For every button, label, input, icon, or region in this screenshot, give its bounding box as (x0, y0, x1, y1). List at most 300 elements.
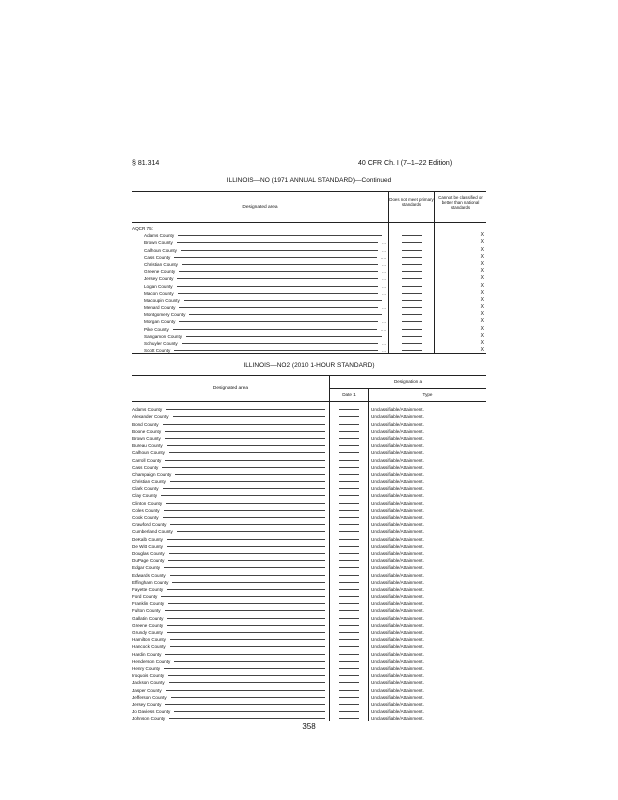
table1-does-not-meet-cell (389, 253, 434, 260)
blank-line (402, 235, 422, 236)
county-name: Greene County (144, 269, 176, 275)
table1-group-label: AQCR 75: (132, 226, 153, 231)
table2-type-cell: Unclassifiable/Attainment. (371, 522, 424, 528)
dot-leader (182, 343, 378, 344)
county-name: Coles County (132, 507, 160, 513)
table2-row (132, 685, 329, 692)
table2-type-cell: Unclassifiable/Attainment. (371, 457, 424, 463)
county-name: Franklin County (132, 601, 165, 607)
dot-leader (175, 474, 325, 475)
county-name: Greene County (132, 622, 164, 628)
dot-leader (165, 438, 325, 439)
dot-leader (161, 596, 325, 597)
county-name: Bureau County (132, 443, 163, 449)
county-name: Morgan County (144, 319, 176, 325)
dot-leader (178, 293, 379, 294)
row-dash: .... (380, 326, 386, 332)
blank-line (339, 661, 359, 662)
table2-date-cell (330, 534, 368, 541)
table2-type-cell: Unclassifiable/Attainment. (371, 414, 424, 420)
table2-type-cell: Unclassifiable/Attainment. (371, 464, 424, 470)
county-name: Cook County (132, 515, 159, 520)
blank-line (339, 704, 359, 705)
table2-row (132, 563, 329, 570)
table2-type-cell: Unclassifiable/Attainment. (371, 630, 424, 635)
table2-type-cell: Unclassifiable/Attainment. (371, 471, 424, 477)
dot-leader (167, 589, 325, 590)
county-name: Fayette County (132, 586, 164, 592)
table1-does-not-meet-cells (389, 231, 434, 353)
table2-date-cell (330, 412, 368, 419)
county-name: Cumberland County (132, 529, 173, 535)
table2-type-cell: Unclassifiable/Attainment. (371, 673, 424, 679)
table1-col-does-not-meet: Does not meet primary standards (388, 192, 434, 222)
table2-type-cell: Unclassifiable/Attainment. (371, 515, 424, 520)
county-name: Fulton County (132, 608, 161, 614)
dot-leader (167, 445, 325, 446)
table1-x-cell: X (480, 253, 484, 260)
table2-col-area: Designated area (212, 386, 249, 391)
table2-row (132, 613, 329, 620)
blank-line (339, 474, 359, 475)
table2-date-cell (330, 549, 368, 556)
table2-row (132, 506, 329, 513)
table2-date-cell (330, 520, 368, 527)
table2-date-cell (330, 649, 368, 656)
table2-row (132, 606, 329, 613)
county-name: Edgar County (132, 565, 161, 571)
dot-leader (182, 264, 378, 265)
table2-type-cell: Unclassifiable/Attainment. (371, 550, 424, 556)
table1-x-cell: X (480, 260, 484, 267)
county-name: Macon County (144, 290, 174, 296)
table1-row (132, 296, 388, 303)
table2-type-cell: Unclassifiable/Attainment. (371, 687, 424, 693)
county-name: Clay County (132, 493, 158, 499)
table2-type-cell: Unclassifiable/Attainment. (371, 507, 424, 513)
table1-does-not-meet-cell (389, 303, 434, 310)
table2-type-cell: Unclassifiable/Attainment. (371, 701, 424, 707)
table2-type-cell: Unclassifiable/Attainment. (371, 486, 424, 492)
table1-does-not-meet-cell (389, 296, 434, 303)
table1-row (132, 317, 388, 324)
county-name: Gallatin County (132, 615, 164, 621)
table2-row (132, 635, 329, 642)
table2-date-cell (330, 707, 368, 714)
table1-x-cell: X (480, 325, 484, 332)
table2-title: ILLINOIS—NO2 (2010 1-HOUR STANDARD) (243, 362, 375, 369)
county-name: Christian County (144, 261, 178, 267)
table1-x-cell: X (480, 304, 484, 311)
county-name: Hardin County (132, 651, 162, 657)
table1-x-cell: X (480, 232, 484, 239)
table2-date-cells (329, 402, 368, 721)
row-dash: ... (382, 305, 386, 311)
table2-row (132, 592, 329, 599)
table1-row (132, 260, 388, 267)
blank-line (339, 711, 359, 712)
county-name: Sangamon County (144, 333, 183, 339)
table2-type-cell: Unclassifiable/Attainment. (371, 651, 424, 657)
blank-line (339, 452, 359, 453)
dot-leader (165, 460, 325, 461)
county-name: Johnson County (132, 716, 166, 722)
blank-line (402, 300, 422, 301)
county-name: Schuyler County (144, 341, 178, 346)
table1-does-not-meet-cell (389, 238, 434, 245)
table2-date-cell (330, 455, 368, 462)
dot-leader (167, 625, 325, 626)
table1-row (132, 245, 388, 252)
dot-leader (163, 517, 325, 518)
table2-date-cell (330, 613, 368, 620)
county-name: Champaign County (132, 471, 172, 477)
blank-line (339, 488, 359, 489)
blank-line (339, 718, 359, 719)
table2-date-cell (330, 448, 368, 455)
blank-line (339, 553, 359, 554)
table1-does-not-meet-cell (389, 310, 434, 317)
county-name: Jersey County (144, 276, 174, 282)
table2-type-cell: Unclassifiable/Attainment. (371, 579, 424, 585)
table2-row (132, 534, 329, 541)
table2-row (132, 448, 329, 455)
table2-type-cell: Unclassifiable/Attainment. (371, 658, 424, 664)
table2-row (132, 649, 329, 656)
table2-row (132, 542, 329, 549)
table2-date-cell (330, 434, 368, 441)
dot-leader (170, 575, 325, 576)
table2-date-cell (330, 463, 368, 470)
table2-type-cell: Unclassifiable/Attainment. (371, 680, 424, 686)
blank-line (402, 321, 422, 322)
table2-row (132, 714, 329, 721)
dot-leader (172, 582, 325, 583)
table2-type-cell: Unclassifiable/Attainment. (371, 500, 424, 506)
section-number: § 81.314 (132, 160, 160, 167)
table2-row (132, 498, 329, 505)
table2-row (132, 491, 329, 498)
table2-col-type: Type (368, 389, 486, 401)
table2-row (132, 707, 329, 714)
county-name: Menard County (144, 305, 176, 311)
table2-row (132, 549, 329, 556)
table2-col-designation: Designation a (330, 376, 486, 389)
row-dash: .... (380, 254, 386, 260)
blank-line (339, 481, 359, 482)
dot-leader (168, 603, 325, 604)
table2-type-cell: Unclassifiable/Attainment. (371, 608, 424, 614)
table2-date-cell (330, 477, 368, 484)
dot-leader (170, 524, 325, 525)
dot-leader (184, 300, 382, 301)
table2-row (132, 628, 329, 635)
blank-line (339, 697, 359, 698)
dot-leader (169, 718, 325, 719)
blank-line (339, 431, 359, 432)
dot-leader (167, 618, 325, 619)
dot-leader (174, 711, 325, 712)
row-dash: ... (382, 341, 386, 346)
table2-type-cells (368, 402, 486, 721)
table2-type-cell: Unclassifiable/Attainment. (371, 529, 424, 535)
blank-line (402, 293, 422, 294)
county-name: Christian County (132, 479, 166, 485)
dot-leader (167, 546, 325, 547)
table2-type-cell: Unclassifiable/Attainment. (371, 615, 424, 621)
county-name: Cass County (144, 254, 171, 260)
dot-leader (171, 697, 325, 698)
county-name: Alexander County (132, 414, 169, 420)
blank-line (339, 596, 359, 597)
table2-type-cell: Unclassifiable/Attainment. (371, 709, 424, 715)
table1-does-not-meet-cell (389, 231, 434, 238)
dot-leader (164, 668, 325, 669)
blank-line (402, 257, 422, 258)
dot-leader (174, 661, 325, 662)
county-name: Clinton County (132, 500, 163, 506)
row-dash: ... (382, 247, 386, 253)
table1-row (132, 324, 388, 331)
dot-leader (165, 704, 325, 705)
table2-header (132, 375, 486, 402)
table2-row (132, 419, 329, 426)
table2-type-cell: Unclassifiable/Attainment. (371, 407, 424, 413)
table2-row (132, 434, 329, 441)
county-name: DuPage County (132, 558, 165, 564)
table2-type-cell: Unclassifiable/Attainment. (371, 601, 424, 607)
blank-line (339, 618, 359, 619)
table2-date-cell (330, 678, 368, 685)
county-name: Jo Daviess County (132, 709, 171, 715)
table1-x-cell: X (480, 332, 484, 339)
table2-date-cell (330, 498, 368, 505)
table2-type-cell: Unclassifiable/Attainment. (371, 435, 424, 441)
dot-leader (177, 242, 378, 243)
blank-line (339, 582, 359, 583)
dot-leader (177, 286, 379, 287)
blank-line (339, 639, 359, 640)
county-name: Iroquois County (132, 673, 165, 679)
table2-date-cell (330, 700, 368, 707)
table2-date-cell (330, 693, 368, 700)
table1-x-cell: X (480, 311, 484, 318)
table2-date-cell (330, 664, 368, 671)
dot-leader (174, 257, 377, 258)
table2-date-cell (330, 556, 368, 563)
dot-leader (162, 467, 325, 468)
table2-type-cell: Unclassifiable/Attainment. (371, 637, 424, 643)
blank-line (339, 625, 359, 626)
table2-row (132, 664, 329, 671)
table2-type-cell: Unclassifiable/Attainment. (371, 565, 424, 571)
table1-row (132, 231, 388, 238)
table2-date-cell (330, 635, 368, 642)
table2-row (132, 578, 329, 585)
row-dash: ... (382, 269, 386, 275)
table2-type-cell: Unclassifiable/Attainment. (371, 572, 424, 578)
table2-type-cell: Unclassifiable/Attainment. (371, 479, 424, 485)
county-name: Jackson County (132, 680, 165, 686)
table2-date-cell (330, 506, 368, 513)
table2-date-cell (330, 592, 368, 599)
table1-x-cell: X (480, 282, 484, 289)
table2-date-cell (330, 527, 368, 534)
table2-date-cell (330, 542, 368, 549)
table2-type-cell: Unclassifiable/Attainment. (371, 421, 424, 427)
county-name: Calhoun County (132, 450, 165, 456)
table2-date-cell (330, 491, 368, 498)
blank-line (402, 250, 422, 251)
dot-leader (165, 654, 325, 655)
dot-leader (168, 675, 325, 676)
row-dash: ... (382, 283, 386, 289)
county-name: Edwards County (132, 572, 166, 578)
table2-row (132, 671, 329, 678)
blank-line (402, 271, 422, 272)
county-name: Bond County (132, 421, 159, 427)
row-dash: ... (382, 276, 386, 282)
table2-date-cell (330, 427, 368, 434)
dot-leader (166, 690, 325, 691)
table2-date-cell (330, 419, 368, 426)
blank-line (402, 307, 422, 308)
table2-date-cell (330, 484, 368, 491)
table1-x-cell: X (480, 246, 484, 253)
dot-leader (167, 632, 325, 633)
table2-row (132, 642, 329, 649)
dot-leader (179, 321, 378, 322)
dot-leader (168, 560, 325, 561)
dot-leader (179, 271, 378, 272)
blank-line (339, 524, 359, 525)
county-name: Brown County (132, 435, 161, 441)
table1-x-cell: X (480, 289, 484, 296)
table2-row (132, 657, 329, 664)
county-name: Montgomery County (144, 312, 186, 318)
table2-row (132, 470, 329, 477)
blank-line (339, 654, 359, 655)
dot-leader (178, 235, 382, 236)
blank-line (339, 416, 359, 417)
table2-type-cell: Unclassifiable/Attainment. (371, 536, 424, 542)
table1-row (132, 267, 388, 274)
table2-date-cell (330, 405, 368, 412)
blank-line (339, 646, 359, 647)
table2-row (132, 463, 329, 470)
table1-does-not-meet-cell (389, 317, 434, 324)
table1-x-cell: X (480, 275, 484, 282)
dot-leader (177, 531, 325, 532)
county-name: Grundy County (132, 630, 163, 635)
table2-row (132, 520, 329, 527)
blank-line (339, 560, 359, 561)
table2-type-cell: Unclassifiable/Attainment. (371, 493, 424, 499)
county-name: De Witt County (132, 543, 163, 549)
table1-row (132, 281, 388, 288)
county-name: Henry County (132, 665, 161, 671)
dot-leader (163, 424, 325, 425)
blank-line (402, 278, 422, 279)
blank-line (339, 589, 359, 590)
county-name: Effingham County (132, 579, 169, 585)
table2-type-cell: Unclassifiable/Attainment. (371, 543, 424, 549)
row-dash: ... (382, 290, 386, 296)
table1-row (132, 289, 388, 296)
blank-line (402, 286, 422, 287)
dot-leader (165, 610, 325, 611)
table2-row (132, 527, 329, 534)
dot-leader (165, 431, 325, 432)
table2-date-cell (330, 685, 368, 692)
blank-line (339, 409, 359, 410)
blank-line (402, 329, 422, 330)
blank-line (339, 632, 359, 633)
table2-type-cell: Unclassifiable/Attainment. (371, 622, 424, 628)
table1-row (132, 346, 388, 353)
table2-date-cell (330, 606, 368, 613)
table2-row (132, 700, 329, 707)
table2-date-cell (330, 714, 368, 721)
table2-date-cell (330, 441, 368, 448)
blank-line (339, 575, 359, 576)
blank-line (339, 503, 359, 504)
table2-row (132, 570, 329, 577)
table1-header (132, 191, 486, 223)
table1-title: ILLINOIS—NO (1971 ANNUAL STANDARD)—Continued (226, 177, 392, 184)
dot-leader (181, 250, 378, 251)
table2-type-cell: Unclassifiable/Attainment. (371, 428, 424, 434)
county-name: Clark County (132, 486, 159, 492)
dot-leader (177, 278, 378, 279)
table1-does-not-meet-cell (389, 260, 434, 267)
blank-line (339, 690, 359, 691)
row-dash: ... (382, 319, 386, 325)
blank-line (339, 682, 359, 683)
dot-leader (170, 646, 325, 647)
county-name: Scott County (144, 348, 171, 354)
table2-type-cell: Unclassifiable/Attainment. (371, 450, 424, 456)
table2-row (132, 427, 329, 434)
row-dash: ... (382, 261, 386, 267)
blank-line (339, 567, 359, 568)
blank-line (339, 445, 359, 446)
table1-does-not-meet-cell (389, 274, 434, 281)
table2-row (132, 405, 329, 412)
table1-x-cell: X (480, 296, 484, 303)
blank-line (339, 531, 359, 532)
table2-type-cell: Unclassifiable/Attainment. (371, 694, 424, 700)
table1-row (132, 303, 388, 310)
county-name: Cass County (132, 464, 159, 470)
dot-leader (186, 336, 382, 337)
dot-leader (164, 510, 325, 511)
table2-row (132, 599, 329, 606)
blank-line (339, 675, 359, 676)
table1-row (132, 339, 388, 346)
table1-col-cannot-classify: Cannot be classified or better than national standards (434, 192, 486, 222)
county-name: Macoupin County (144, 297, 180, 303)
table2-date-cell (330, 599, 368, 606)
dot-leader (166, 409, 325, 410)
table1-x-cell: X (480, 268, 484, 275)
dot-leader (170, 639, 325, 640)
table2-date-cell (330, 621, 368, 628)
table2-row (132, 477, 329, 484)
table2-date-cell (330, 671, 368, 678)
table1-col-area: Designated area (242, 204, 278, 210)
cfr-edition: 40 CFR Ch. I (7–1–22 Edition) (358, 160, 453, 167)
